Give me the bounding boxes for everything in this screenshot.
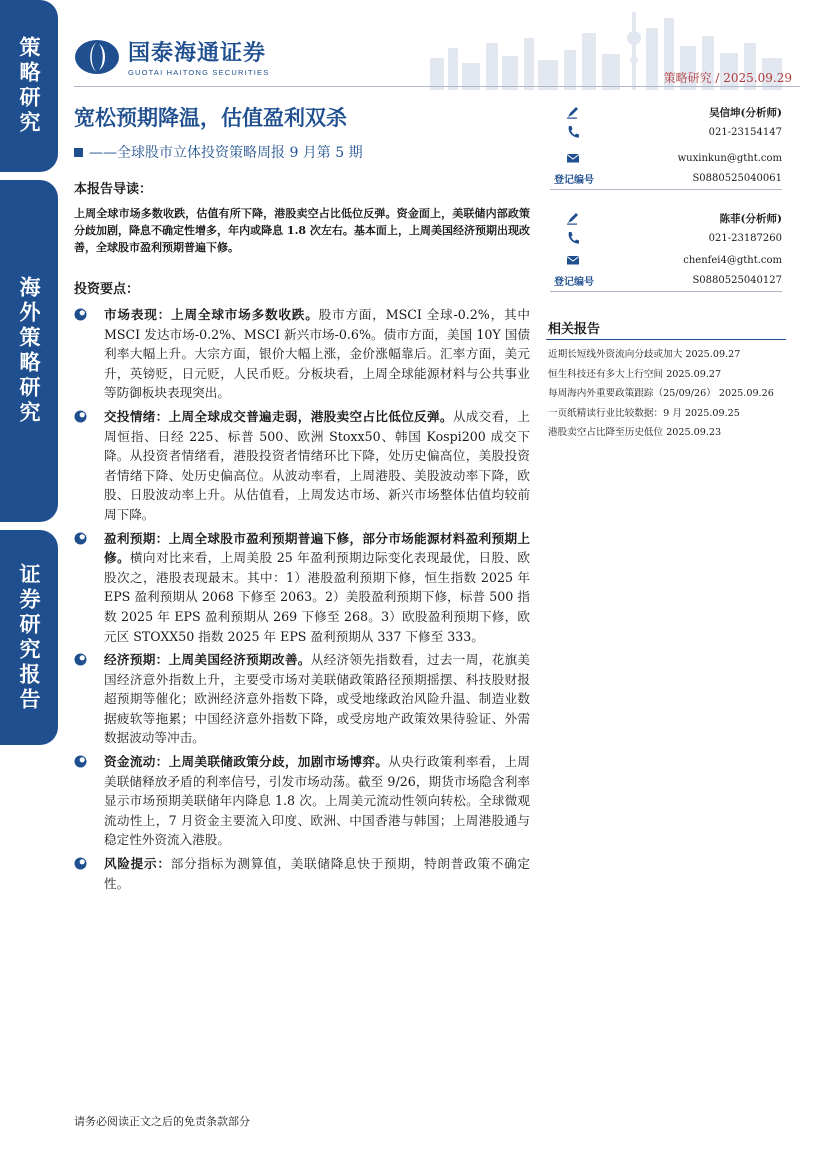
report-title: 宽松预期降温，估值盈利双杀 bbox=[74, 105, 347, 130]
brand-name-cn: 国泰海通证券 bbox=[128, 41, 267, 66]
investment-points bbox=[74, 305, 530, 893]
registration-label: 登记编号 bbox=[554, 276, 594, 288]
email-icon bbox=[566, 151, 580, 165]
analyst-email[interactable]: wuxinkun@gtht.com bbox=[677, 152, 782, 164]
point-bold: 盈利预期：上周全球股市盈利预期普遍下修，部分市场能源材料盈利预期上修。 bbox=[104, 530, 530, 566]
related-report-item[interactable] bbox=[548, 384, 788, 404]
point-text: 股市方面，MSCI 全球-0.2%，其中 MSCI 发达市场-0.2%、MSCI 新兴市场-0.6%。债市方面，美国 10Y 国债利率大幅上升。大宗方面，银价大幅上涨，金价涨幅靠后。汇率方面，美元升，英镑贬，日元贬，人民币贬。分板块看，上周全球能源材料与公共事业等防御板块表现突出。 bbox=[104, 307, 530, 401]
pen-icon bbox=[566, 105, 580, 119]
analyst-email[interactable]: chenfei4@gtht.com bbox=[683, 254, 782, 266]
phone-icon bbox=[566, 125, 580, 139]
side-tab-label: 策略研究 bbox=[17, 36, 41, 136]
registration-label: 登记编号 bbox=[554, 174, 594, 186]
related-divider bbox=[546, 339, 786, 340]
related-report-date: 2025.09.27 bbox=[685, 349, 741, 360]
report-date: 2025.09.29 bbox=[723, 71, 792, 85]
registration-number: S0880525040127 bbox=[692, 274, 782, 286]
analyst-card bbox=[550, 208, 782, 292]
related-report-title: 一页纸精读行业比较数据：9 月 bbox=[548, 407, 682, 419]
related-report-item[interactable] bbox=[548, 423, 788, 443]
analyst-card bbox=[550, 102, 782, 190]
analyst-name: 陈菲(分析师) bbox=[719, 212, 782, 225]
side-tab-overseas bbox=[0, 180, 58, 522]
related-report-date: 2025.09.25 bbox=[684, 407, 740, 419]
side-tab-label: 海外策略研究 bbox=[17, 276, 41, 426]
side-tab-strategy bbox=[0, 0, 58, 172]
related-report-item[interactable] bbox=[548, 365, 788, 385]
related-report-date: 2025.09.23 bbox=[666, 427, 722, 438]
points-heading: 投资要点： bbox=[74, 282, 140, 297]
side-tab-report-type bbox=[0, 530, 58, 745]
point-bold: 交投情绪：上周全球成交普遍走弱，港股卖空占比低位反弹。 bbox=[104, 408, 453, 424]
point-text: 从经济领先指数看，过去一周，花旗美国经济意外指数上升，主要受市场对美联储政策路径预期摇摆、科技股财报超预期等催化；欧洲经济意外指数下降，或受地缘政治风险升温、制造业数据疲软等拖累；中国经济意外指数下降，或受房地产政策效果待验证、外需数据波动等冲击。 bbox=[104, 652, 530, 746]
side-tab-label: 证券研究报告 bbox=[17, 562, 41, 713]
bullet-icon bbox=[74, 653, 87, 666]
point-text: 从央行政策利率看，上周美联储释放矛盾的利率信号，引发市场动荡。截至 9/26，期货市场隐含利率显示市场预期美联储年内降息 1.8 次。上周美元流动性领向转松。全球微观流动性上，7 月资金主要流入印度、欧洲、中国香港与韩国；上周港股通与稳定性外资流入港股。 bbox=[104, 754, 531, 848]
related-report-title: 每周海内外重要政策跟踪（25/09/26） bbox=[548, 388, 716, 399]
related-report-date: 2025.09.26 bbox=[718, 388, 774, 399]
point-bold: 资金流动：上周美联储政策分歧，加剧市场博弈。 bbox=[104, 754, 389, 770]
analyst-name: 吴信坤(分析师) bbox=[709, 106, 782, 119]
analyst-divider bbox=[550, 189, 782, 190]
bullet-icon bbox=[74, 532, 87, 545]
related-report-title: 恒生科技还有多大上行空间 bbox=[548, 368, 664, 380]
related-reports-list bbox=[548, 345, 788, 443]
report-subtitle bbox=[74, 142, 363, 162]
related-report-title: 近期长短线外资流向分歧或加大 bbox=[548, 349, 683, 360]
point-earnings-expectation bbox=[74, 529, 530, 647]
point-bold: 经济预期：上周美国经济预期改善。 bbox=[104, 652, 311, 668]
related-report-item[interactable] bbox=[548, 345, 788, 365]
logo-mark-icon bbox=[74, 39, 120, 75]
guide-heading: 本报告导读： bbox=[74, 182, 153, 197]
point-bold: 市场表现：上周全球市场多数收跌。 bbox=[104, 307, 319, 322]
square-bullet-icon bbox=[74, 148, 83, 157]
analyst-divider bbox=[550, 291, 782, 292]
point-text: 横向对比来看，上周美股 25 年盈利预期边际变化表现最优，日股、欧股次之，港股表现最末。其中：1）港股盈利预期下修，恒生指数 2025 年 EPS 盈利预期从 2068 下修至 2063。2）美股盈利预期下修，标普 500 指数 2025 年 EPS 盈利预期从 269 下修至 268。3）欧股盈利预期下修，欧元区 STOXX50 指数 2025 年 EPS 盈利预期从 337 下修至 333。 bbox=[104, 550, 530, 644]
brand-name-en: GUOTAI HAITONG SECURITIES bbox=[128, 68, 270, 77]
brand-logo bbox=[74, 36, 269, 77]
pen-icon bbox=[566, 211, 580, 225]
related-reports-heading: 相关报告 bbox=[548, 322, 601, 337]
point-trading-sentiment bbox=[74, 407, 530, 525]
email-icon bbox=[566, 253, 580, 267]
disclaimer-footer: 请务必阅读正文之后的免责条款部分 bbox=[74, 1115, 250, 1128]
registration-number: S0880525040061 bbox=[692, 172, 782, 184]
bullet-icon bbox=[74, 410, 87, 423]
guide-text: 上周全球市场多数收跌，估值有所下降，港股卖空占比低位反弹。资金面上，美联储内部政策分歧加剧，降息不确定性增多，年内或降息 1.8 次左右。基本面上，上周美国经济预期出现改善，全球股市盈利预期普遍下修。 bbox=[74, 207, 530, 254]
point-market-performance bbox=[74, 305, 530, 403]
bullet-icon bbox=[74, 308, 87, 321]
meta-separator: / bbox=[715, 71, 720, 85]
point-risk-warning bbox=[74, 854, 530, 893]
header-divider bbox=[74, 86, 800, 87]
phone-icon bbox=[566, 231, 580, 245]
point-bold: 风险提示： bbox=[104, 856, 171, 872]
main-content bbox=[74, 178, 530, 897]
point-text: 部分指标为测算值，美联储降息快于预期，特朗普政策不确定性。 bbox=[104, 856, 531, 891]
related-report-item[interactable] bbox=[548, 404, 788, 424]
analyst-phone: 021-23187260 bbox=[708, 232, 782, 244]
report-meta bbox=[664, 69, 792, 86]
subtitle-text: ——全球股市立体投资策略周报 9 月第 5 期 bbox=[89, 145, 363, 161]
bullet-icon bbox=[74, 755, 87, 768]
report-category: 策略研究 bbox=[663, 71, 712, 85]
related-report-date: 2025.09.27 bbox=[666, 368, 722, 380]
point-capital-flow bbox=[74, 752, 530, 850]
related-report-title: 港股卖空占比降至历史低位 bbox=[548, 427, 664, 438]
analyst-phone: 021-23154147 bbox=[708, 126, 782, 138]
point-text: 从成交看，上周恒指、日经 225、标普 500、欧洲 Stoxx50、韩国 Kospi200 成交下降。从投资者情绪看，港股投资者情绪环比下降，处历史偏高位，美股投资者情绪下降、处历史偏高位。从波动率看，上周港股、美股波动率下降，欧股、日股波动率上升。从估值看，上周发达市场、新兴市场整体估值均较前周下降。 bbox=[104, 408, 531, 522]
point-economic-expectation bbox=[74, 650, 530, 748]
bullet-icon bbox=[74, 857, 87, 870]
